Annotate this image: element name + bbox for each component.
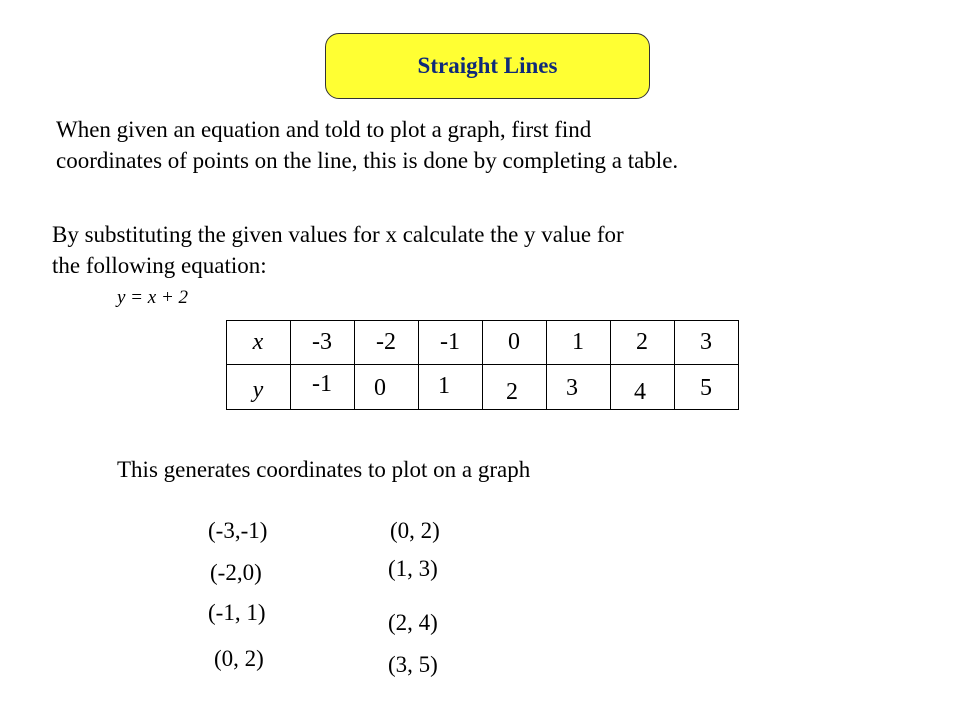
- table-x-cell: 1: [572, 328, 584, 355]
- intro-line-1: When given an equation and told to plot a graph, first find: [56, 117, 592, 142]
- equation: y = x + 2: [117, 287, 189, 308]
- table-y-cell: 1: [438, 372, 450, 399]
- coordinate-right: (1, 3): [388, 556, 438, 581]
- table-y-cell: 4: [634, 378, 646, 405]
- coordinate-left: (-3,-1): [208, 518, 268, 543]
- coordinate-left: (-2,0): [210, 560, 262, 585]
- table-y-cell: 5: [700, 374, 712, 401]
- intro-paragraph: [56, 114, 678, 176]
- table-y-cell: 0: [374, 374, 386, 401]
- table-x-cell: -1: [440, 328, 460, 355]
- page-title: Straight Lines: [417, 53, 558, 78]
- table-rule-v8: [738, 320, 739, 410]
- table-x-cell: 0: [508, 328, 520, 355]
- table-x-label: x: [252, 328, 264, 355]
- table-y-cell: -1: [312, 370, 332, 397]
- coordinate-left: (0, 2): [214, 646, 264, 671]
- table-y-cell: 3: [566, 374, 578, 401]
- table-x-cell: 2: [636, 328, 648, 355]
- coordinate-right: (3, 5): [388, 652, 438, 677]
- instruction-line-2: the following equation:: [52, 253, 267, 278]
- title-banner: [325, 33, 650, 99]
- instruction-paragraph: [52, 219, 624, 281]
- table-x-cell: -2: [376, 328, 396, 355]
- table-x-cell: -3: [312, 328, 332, 355]
- table-y-cell: 2: [506, 378, 518, 405]
- table-x-cell: 3: [700, 328, 712, 355]
- generates-text: This generates coordinates to plot on a graph: [117, 457, 531, 482]
- table-y-label: y: [252, 376, 264, 403]
- instruction-line-1: By substituting the given values for x calculate the y value for: [52, 222, 624, 247]
- coordinate-left: (-1, 1): [208, 600, 266, 625]
- intro-line-2: coordinates of points on the line, this is done by completing a table.: [56, 148, 679, 173]
- coordinate-right: (2, 4): [388, 610, 438, 635]
- coordinate-right: (0, 2): [390, 518, 440, 543]
